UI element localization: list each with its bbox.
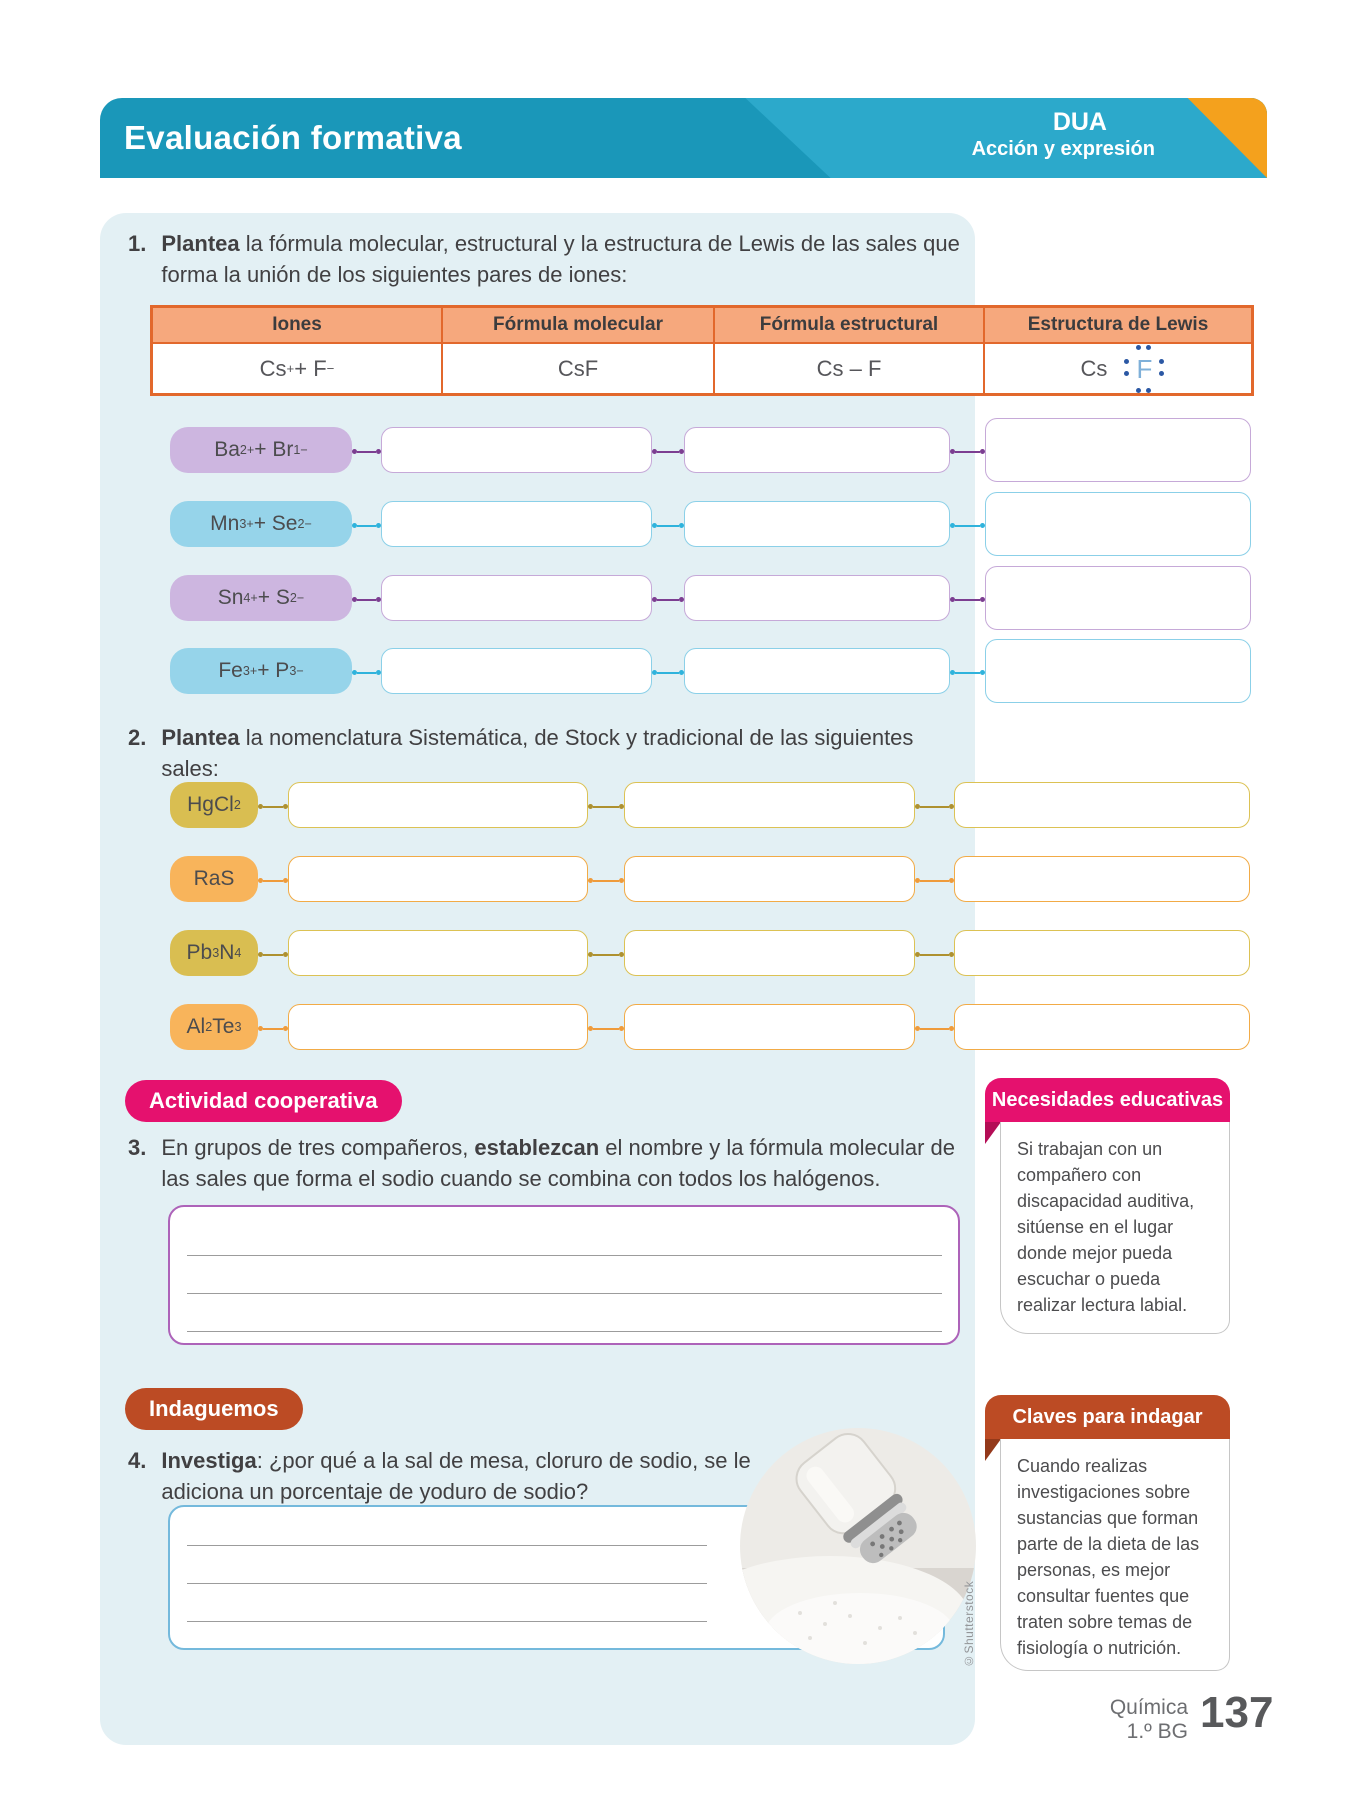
question-1-number: 1. [128,231,147,256]
writing-line[interactable] [187,1583,707,1584]
answer-box-tradicional[interactable] [954,856,1250,902]
page-number: 137 [1200,1688,1274,1737]
connector [588,952,624,957]
ion-row-ba-br [170,427,1251,491]
ion-pill: Mn 3+ + Se 2− [170,501,352,547]
connector [352,523,381,528]
connector [352,670,381,675]
table-header-iones: Iones [152,307,442,343]
ion-row-mn-se [170,501,1251,565]
lewis-metal-symbol: Cs [1080,355,1108,381]
table-header-estructura-lewis: Estructura de Lewis [984,307,1252,343]
connector [352,449,381,454]
writing-line[interactable] [187,1331,942,1332]
writing-line[interactable] [187,1545,707,1546]
question-3-number: 3. [128,1135,147,1160]
salt-pill: Pb 3 N 4 [170,930,258,976]
answer-box-stock[interactable] [624,1004,915,1050]
connector [588,878,624,883]
question-3-text: En grupos de tres compañeros, establezcan el nombre y la fórmula molecular de las sales que forma el sodio cuando se combina con todos los halógenos. [161,1135,955,1191]
footer-grade: 1.º BG [1126,1720,1188,1743]
connector [588,804,624,809]
connector [258,952,288,957]
salt-row-al2te3 [170,1004,1250,1050]
ion-row-fe-p [170,648,1251,712]
answer-box-structural[interactable] [684,575,950,621]
writing-line[interactable] [187,1293,942,1294]
answer-box-sistematica[interactable] [288,856,588,902]
claves-para-indagar-title: Claves para indagar [985,1395,1230,1439]
answer-box-molecular[interactable] [381,648,652,694]
answer-box-tradicional[interactable] [954,930,1250,976]
question-4 [128,1445,788,1507]
ion-pill: Sn 4+ + S 2− [170,575,352,621]
connector [652,523,684,528]
question-3 [128,1132,958,1194]
ions-table [150,305,1254,396]
question-2 [128,722,973,784]
necesidades-educativas-title: Necesidades educativas [985,1078,1230,1122]
answer-box-molecular[interactable] [381,575,652,621]
salt-shaker-image [740,1428,976,1664]
answer-box-lewis[interactable] [985,492,1251,556]
answer-box-structural[interactable] [684,427,950,473]
footer-subject-name: Química [1109,1696,1188,1719]
example-molecular-formula: CsF [442,343,714,394]
footer-subject [1110,1696,1188,1744]
answer-box-tradicional[interactable] [954,1004,1250,1050]
connector [915,1026,954,1031]
connector [258,804,288,809]
answer-box-sistematica[interactable] [288,782,588,828]
connector [652,449,684,454]
connector [950,449,985,454]
question-1 [128,228,973,290]
example-lewis-structure [984,343,1252,394]
connector [950,597,985,602]
answer-box-sistematica[interactable] [288,930,588,976]
page-title: Evaluación formativa [124,119,462,156]
answer-box-structural[interactable] [684,648,950,694]
dua-subtitle: Acción y expresión [971,138,1155,160]
table-header-formula-estructural: Fórmula estructural [714,307,984,343]
salt-pill: HgCl 2 [170,782,258,828]
question-4-number: 4. [128,1448,147,1473]
connector [258,878,288,883]
table-header-formula-molecular: Fórmula molecular [442,307,714,343]
answer-box-stock[interactable] [624,930,915,976]
lewis-nonmetal-with-dots: F [1133,352,1155,386]
question-2-number: 2. [128,725,147,750]
answer-box-molecular[interactable] [381,427,652,473]
indaguemos-badge: Indaguemos [125,1388,303,1430]
answer-box-stock[interactable] [624,856,915,902]
salt-pill: RaS [170,856,258,902]
answer-box-lewis[interactable] [985,418,1251,482]
ion-pill: Fe 3+ + P 3− [170,648,352,694]
header-banner [100,98,1267,178]
answer-box-lewis[interactable] [985,566,1251,630]
writing-line[interactable] [187,1621,707,1622]
connector [950,670,985,675]
salt-row-hgcl2 [170,782,1250,828]
answer-box-tradicional[interactable] [954,782,1250,828]
actividad-cooperativa-badge: Actividad cooperativa [125,1080,402,1122]
answer-box-molecular[interactable] [381,501,652,547]
answer-box-sistematica[interactable] [288,1004,588,1050]
connector [258,1026,288,1031]
connector [915,878,954,883]
necesidades-educativas-body: Si trabajan con un compañero con discapacidad auditiva, sitúense en el lugar donde mejor pueda escuchar o pueda realizar lectura labial. [1000,1122,1230,1334]
answer-box-lewis[interactable] [985,639,1251,703]
salt-row-pb3n4 [170,930,1250,976]
example-structural-formula: Cs – F [714,343,984,394]
salt-pill: Al 2 Te 3 [170,1004,258,1050]
connector [915,952,954,957]
question-2-text: Plantea la nomenclatura Sistemática, de Stock y tradicional de las siguientes sales: [161,725,914,781]
connector [915,804,954,809]
connector [588,1026,624,1031]
connector [352,597,381,602]
answer-area-q3[interactable] [168,1205,960,1345]
writing-line[interactable] [187,1255,942,1256]
example-ion-pair: Cs + + F − [152,343,442,394]
ion-pill: Ba 2+ + Br 1− [170,427,352,473]
answer-box-stock[interactable] [624,782,915,828]
question-4-text: Investiga: ¿por qué a la sal de mesa, cloruro de sodio, se le adiciona un porcentaje de yoduro de sodio? [161,1448,751,1504]
shutterstock-credit: ©Shutterstock [962,1580,976,1668]
ion-row-sn-s [170,575,1251,639]
answer-box-structural[interactable] [684,501,950,547]
connector [950,523,985,528]
connector [652,670,684,675]
question-1-text: Plantea la fórmula molecular, estructural y la estructura de Lewis de las sales que forma la unión de los siguientes pares de iones: [161,231,960,287]
connector [652,597,684,602]
salt-row-ras [170,856,1250,902]
dua-badge [972,107,1155,161]
claves-para-indagar-body: Cuando realizas investigaciones sobre sustancias que forman parte de la dieta de las personas, es mejor consultar fuentes que traten sobre temas de fisiología o nutrición. [1000,1439,1230,1671]
dua-title: DUA [1052,108,1107,136]
